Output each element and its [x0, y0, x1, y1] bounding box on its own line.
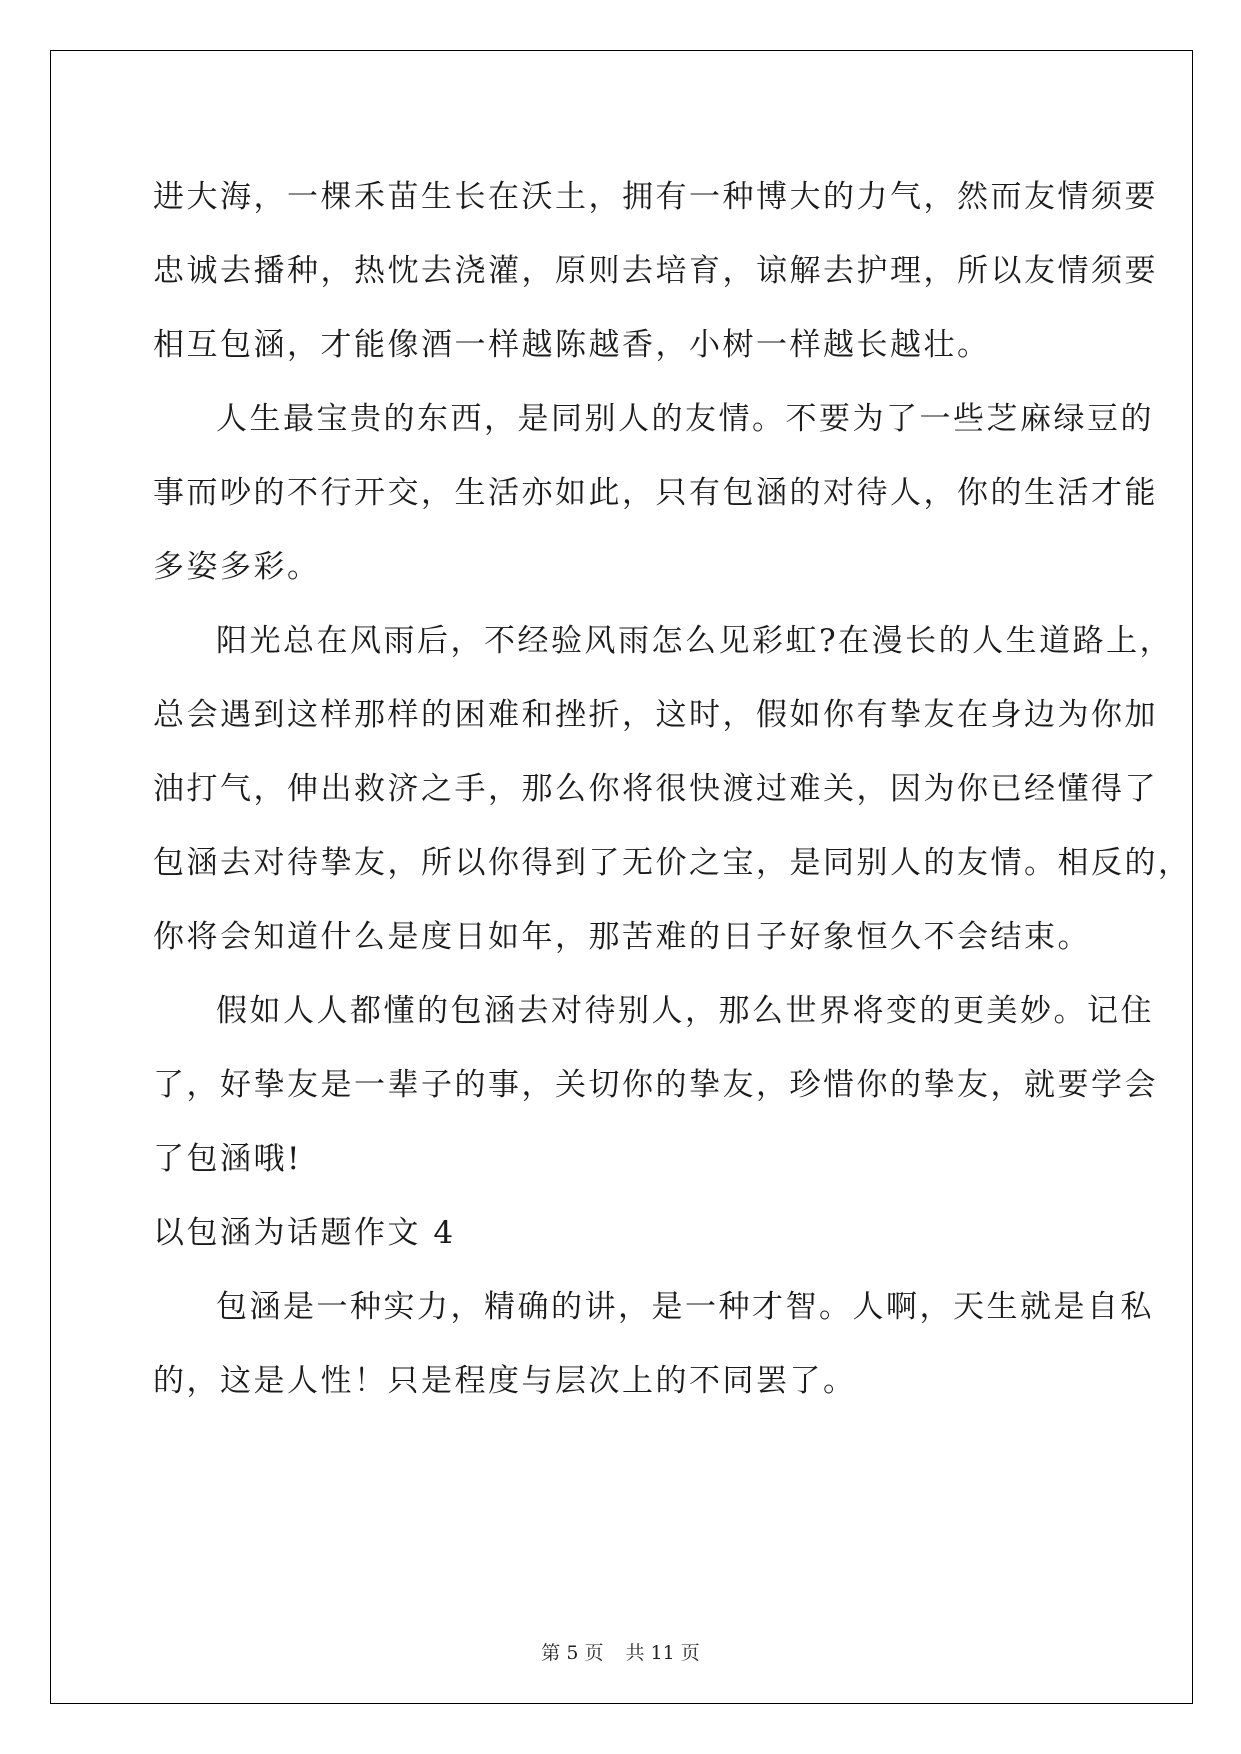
page-number-total: 共 11 页 [625, 1642, 700, 1664]
text-line: 包涵去对待挚友，所以你得到了无价之宝，是同别人的友情。相反的， [153, 845, 1192, 881]
text-line: 总会遇到这样那样的困难和挫折，这时，假如你有挚友在身边为你加 [153, 697, 1158, 733]
text-line: 你将会知道什么是度日如年，那苦难的日子好象恒久不会结束。 [153, 919, 1091, 955]
text-line: 了，好挚友是一辈子的事，关切你的挚友，珍惜你的挚友，就要学会 [153, 1067, 1158, 1103]
text-line: 相互包涵，才能像酒一样越陈越香，小树一样越长越壮。 [153, 327, 991, 363]
text-line: 忠诚去播种，热忱去浇灌，原则去培育，谅解去护理，所以友情须要 [153, 253, 1158, 289]
text-line: 多姿多彩。 [153, 549, 321, 585]
section-heading: 以包涵为话题作文 4 [153, 1215, 456, 1251]
text-line: 进大海，一棵禾苗生长在沃土，拥有一种博大的力气，然而友情须要 [153, 179, 1158, 215]
text-line: 事而吵的不行开交，生活亦如此，只有包涵的对待人，你的生活才能 [153, 475, 1158, 511]
text-line: 包涵是一种实力，精确的讲，是一种才智。人啊，天生就是自私 [216, 1289, 1154, 1325]
text-line: 假如人人都懂的包涵去对待别人，那么世界将变的更美妙。记住 [216, 993, 1154, 1029]
paragraph-lines-after-heading [153, 1270, 1154, 1418]
text-line: 人生最宝贵的东西，是同别人的友情。不要为了一些芝麻绿豆的 [216, 401, 1154, 437]
paragraph-lines-before-heading [153, 160, 1192, 1196]
text-line: 油打气，伸出救济之手，那么你将很快渡过难关，因为你已经懂得了 [153, 771, 1158, 807]
page-number-current: 第 5 页 [541, 1642, 604, 1664]
document-body [153, 160, 1192, 1418]
page-footer [0, 1638, 1241, 1665]
text-line: 了包涵哦! [153, 1141, 302, 1177]
text-line: 的，这是人性！只是程度与层次上的不同罢了。 [153, 1363, 857, 1399]
text-line: 阳光总在风雨后，不经验风雨怎么见彩虹?在漫长的人生道路上， [216, 623, 1174, 659]
